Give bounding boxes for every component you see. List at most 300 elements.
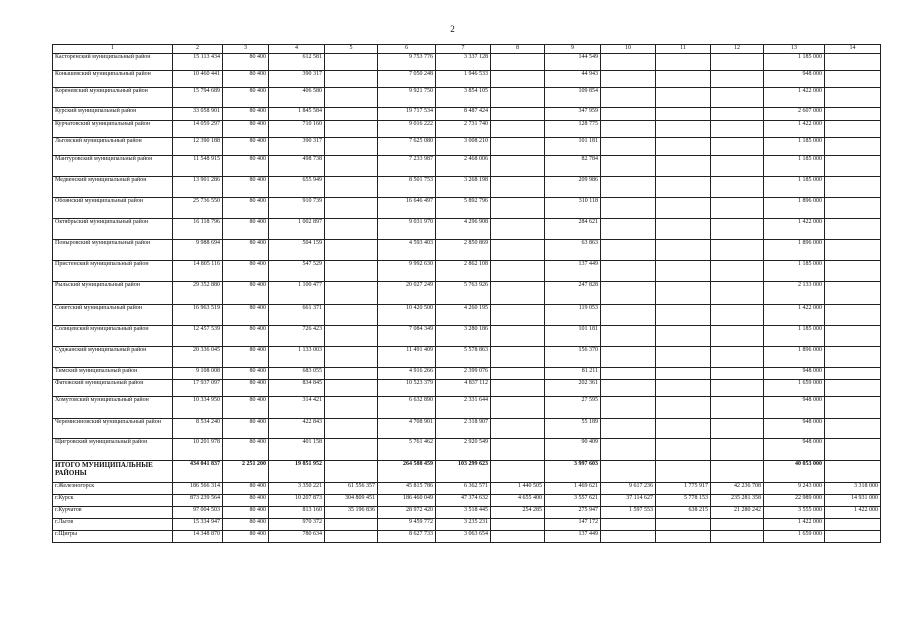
value-cell: 147 172: [545, 519, 601, 531]
value-cell: 80 400: [223, 531, 269, 543]
value-cell: [711, 282, 764, 305]
row-name-cell: Курчатовский муниципальный район: [53, 121, 173, 138]
table-row: [53, 261, 881, 282]
value-cell: 9 031 970: [378, 219, 436, 240]
value-cell: [825, 439, 881, 461]
column-header-14: 14: [825, 45, 881, 54]
value-cell: [825, 54, 881, 71]
value-cell: [711, 380, 764, 397]
value-cell: 2 318 907: [436, 419, 491, 439]
row-name-cell: г.Курск: [53, 495, 173, 507]
table-row: [53, 121, 881, 138]
value-cell: 82 784: [545, 156, 601, 177]
value-cell: 15 113 434: [173, 54, 223, 71]
value-cell: 1 896 000: [764, 240, 825, 261]
table-row: [53, 219, 881, 240]
value-cell: 8 534 240: [173, 419, 223, 439]
value-cell: [325, 305, 378, 326]
value-cell: 9 921 750: [378, 88, 436, 108]
value-cell: [325, 326, 378, 347]
value-cell: 9 753 776: [378, 54, 436, 71]
value-cell: 80 400: [223, 380, 269, 397]
table-row: [53, 198, 881, 219]
value-cell: 80 400: [223, 121, 269, 138]
value-cell: [656, 305, 711, 326]
value-cell: 19 717 534: [378, 108, 436, 121]
value-cell: [656, 177, 711, 198]
value-cell: [601, 177, 656, 198]
value-cell: [656, 121, 711, 138]
value-cell: 5 578 863: [436, 347, 491, 368]
total-row: [53, 461, 881, 483]
value-cell: 80 400: [223, 397, 269, 419]
value-cell: [825, 108, 881, 121]
value-cell: [601, 380, 656, 397]
value-cell: 97 004 503: [173, 507, 223, 519]
value-cell: 9 617 236: [601, 483, 656, 495]
value-cell: 20 336 045: [173, 347, 223, 368]
column-header-8: 8: [491, 45, 545, 54]
value-cell: [325, 380, 378, 397]
value-cell: [601, 439, 656, 461]
value-cell: [491, 347, 545, 368]
table-row: [53, 88, 881, 108]
value-cell: 6 632 890: [378, 397, 436, 419]
value-cell: 209 986: [545, 177, 601, 198]
value-cell: [825, 71, 881, 88]
value-cell: 2 920 549: [436, 439, 491, 461]
table-row: [53, 439, 881, 461]
value-cell: [491, 397, 545, 419]
value-cell: 422 843: [269, 419, 325, 439]
table-row: [53, 495, 881, 507]
value-cell: 434 041 837: [173, 461, 223, 483]
value-cell: [825, 198, 881, 219]
value-cell: [601, 108, 656, 121]
value-cell: [711, 138, 764, 156]
value-cell: 12 390 188: [173, 138, 223, 156]
value-cell: 10 201 978: [173, 439, 223, 461]
value-cell: 3 268 198: [436, 177, 491, 198]
value-cell: 4 593 403: [378, 240, 436, 261]
value-cell: 186 566 314: [173, 483, 223, 495]
value-cell: 16 963 519: [173, 305, 223, 326]
value-cell: 948 000: [764, 397, 825, 419]
value-cell: 390 317: [269, 71, 325, 88]
value-cell: 5 892 796: [436, 198, 491, 219]
value-cell: 47 374 632: [436, 495, 491, 507]
value-cell: 20 027 249: [378, 282, 436, 305]
table-row: [53, 326, 881, 347]
column-header-9: 9: [545, 45, 601, 54]
value-cell: [711, 198, 764, 219]
value-cell: 21 280 242: [711, 507, 764, 519]
value-cell: 10 523 379: [378, 380, 436, 397]
value-cell: [601, 519, 656, 531]
value-cell: 9 988 694: [173, 240, 223, 261]
value-cell: [491, 138, 545, 156]
value-cell: 948 000: [764, 368, 825, 380]
value-cell: 310 118: [545, 198, 601, 219]
value-cell: 710 160: [269, 121, 325, 138]
value-cell: [601, 305, 656, 326]
value-cell: [711, 156, 764, 177]
value-cell: [601, 240, 656, 261]
value-cell: [325, 54, 378, 71]
value-cell: 156 370: [545, 347, 601, 368]
value-cell: 45 815 786: [378, 483, 436, 495]
value-cell: 4 296 908: [436, 219, 491, 240]
value-cell: 1 002 897: [269, 219, 325, 240]
column-header-5: 5: [325, 45, 378, 54]
value-cell: 80 400: [223, 483, 269, 495]
table-row: [53, 54, 881, 71]
value-cell: 2 133 000: [764, 282, 825, 305]
value-cell: [711, 519, 764, 531]
value-cell: [711, 461, 764, 483]
column-header-6: 6: [378, 45, 436, 54]
value-cell: 25 736 550: [173, 198, 223, 219]
value-cell: 1 422 000: [764, 519, 825, 531]
value-cell: 1 100 477: [269, 282, 325, 305]
value-cell: 1 133 003: [269, 347, 325, 368]
row-name-cell: Конышевский муниципальный район: [53, 71, 173, 88]
value-cell: 1 896 000: [764, 198, 825, 219]
value-cell: [325, 282, 378, 305]
value-cell: [325, 419, 378, 439]
value-cell: 80 400: [223, 156, 269, 177]
value-cell: [601, 71, 656, 88]
value-cell: [825, 419, 881, 439]
value-cell: 101 181: [545, 326, 601, 347]
value-cell: 3 337 128: [436, 54, 491, 71]
value-cell: [491, 71, 545, 88]
value-cell: [491, 368, 545, 380]
value-cell: [825, 305, 881, 326]
value-cell: [491, 326, 545, 347]
value-cell: [491, 531, 545, 543]
value-cell: 80 400: [223, 88, 269, 108]
value-cell: 80 400: [223, 419, 269, 439]
value-cell: 2 331 644: [436, 397, 491, 419]
value-cell: 2 399 076: [436, 368, 491, 380]
value-cell: [711, 240, 764, 261]
value-cell: 80 400: [223, 219, 269, 240]
budget-table: [52, 44, 881, 543]
value-cell: [325, 108, 378, 121]
value-cell: 3 350 221: [269, 483, 325, 495]
value-cell: [491, 156, 545, 177]
value-cell: 655 949: [269, 177, 325, 198]
value-cell: [711, 261, 764, 282]
value-cell: 3 008 210: [436, 138, 491, 156]
value-cell: 2 862 108: [436, 261, 491, 282]
value-cell: 7 233 987: [378, 156, 436, 177]
value-cell: 5 761 462: [378, 439, 436, 461]
value-cell: [711, 531, 764, 543]
value-cell: 2 468 006: [436, 156, 491, 177]
value-cell: 109 854: [545, 88, 601, 108]
table-row: [53, 531, 881, 543]
row-name-cell: Фатежский муниципальный район: [53, 380, 173, 397]
value-cell: 4 655 400: [491, 495, 545, 507]
value-cell: 90 409: [545, 439, 601, 461]
value-cell: 80 400: [223, 326, 269, 347]
value-cell: [325, 261, 378, 282]
value-cell: [491, 219, 545, 240]
value-cell: [491, 177, 545, 198]
value-cell: 910 739: [269, 198, 325, 219]
value-cell: [825, 368, 881, 380]
table-row: [53, 71, 881, 88]
row-name-cell: Поныровский муниципальный район: [53, 240, 173, 261]
value-cell: [825, 121, 881, 138]
value-cell: [711, 71, 764, 88]
value-cell: 275 947: [545, 507, 601, 519]
value-cell: 612 581: [269, 54, 325, 71]
value-cell: [656, 519, 711, 531]
value-cell: [711, 219, 764, 240]
column-header-2: 2: [173, 45, 223, 54]
value-cell: 3 280 186: [436, 326, 491, 347]
value-cell: [825, 156, 881, 177]
value-cell: 2 251 200: [223, 461, 269, 483]
value-cell: [656, 282, 711, 305]
value-cell: [325, 156, 378, 177]
value-cell: 12 457 539: [173, 326, 223, 347]
value-cell: [325, 439, 378, 461]
value-cell: 55 189: [545, 419, 601, 439]
value-cell: [325, 347, 378, 368]
value-cell: 7 050 248: [378, 71, 436, 88]
value-cell: [325, 461, 378, 483]
value-cell: 81 211: [545, 368, 601, 380]
value-cell: [491, 282, 545, 305]
value-cell: [825, 88, 881, 108]
value-cell: 22 989 000: [764, 495, 825, 507]
value-cell: 504 159: [269, 240, 325, 261]
value-cell: 780 634: [269, 531, 325, 543]
row-name-cell: Курский муниципальный район: [53, 108, 173, 121]
value-cell: [601, 282, 656, 305]
value-cell: 3 235 231: [436, 519, 491, 531]
value-cell: 80 400: [223, 138, 269, 156]
value-cell: 3 557 621: [545, 495, 601, 507]
value-cell: 1 597 553: [601, 507, 656, 519]
value-cell: [601, 419, 656, 439]
column-header-11: 11: [656, 45, 711, 54]
value-cell: [656, 108, 711, 121]
value-cell: 33 058 901: [173, 108, 223, 121]
value-cell: 80 400: [223, 240, 269, 261]
value-cell: 1 422 000: [764, 121, 825, 138]
table-row: [53, 138, 881, 156]
value-cell: 80 400: [223, 519, 269, 531]
row-name-cell: г.Железногорск: [53, 483, 173, 495]
row-name-cell: г.Льгов: [53, 519, 173, 531]
table-body: [53, 54, 881, 543]
value-cell: 247 828: [545, 282, 601, 305]
value-cell: [825, 347, 881, 368]
row-name-cell: Касторенский муниципальный район: [53, 54, 173, 71]
value-cell: [491, 108, 545, 121]
value-cell: [711, 368, 764, 380]
value-cell: 28 972 420: [378, 507, 436, 519]
value-cell: [711, 108, 764, 121]
value-cell: 683 055: [269, 368, 325, 380]
value-cell: 80 400: [223, 71, 269, 88]
table-row: [53, 419, 881, 439]
value-cell: [656, 71, 711, 88]
value-cell: 37 114 627: [601, 495, 656, 507]
value-cell: 101 181: [545, 138, 601, 156]
value-cell: [601, 531, 656, 543]
column-header-3: 3: [223, 45, 269, 54]
value-cell: 14 931 000: [825, 495, 881, 507]
value-cell: 873 239 564: [173, 495, 223, 507]
value-cell: 9 459 772: [378, 519, 436, 531]
value-cell: 1 775 917: [656, 483, 711, 495]
value-cell: [656, 397, 711, 419]
value-cell: 3 997 603: [545, 461, 601, 483]
value-cell: 80 400: [223, 261, 269, 282]
value-cell: [825, 219, 881, 240]
value-cell: 103 299 623: [436, 461, 491, 483]
value-cell: [711, 419, 764, 439]
value-cell: [711, 121, 764, 138]
value-cell: [601, 198, 656, 219]
value-cell: 4 260 195: [436, 305, 491, 326]
value-cell: [601, 368, 656, 380]
value-cell: [325, 88, 378, 108]
value-cell: 1 185 000: [764, 54, 825, 71]
column-header-12: 12: [711, 45, 764, 54]
value-cell: [325, 71, 378, 88]
value-cell: 80 400: [223, 305, 269, 326]
value-cell: 498 738: [269, 156, 325, 177]
value-cell: 948 000: [764, 439, 825, 461]
value-cell: [601, 219, 656, 240]
value-cell: [601, 326, 656, 347]
value-cell: 406 580: [269, 88, 325, 108]
value-cell: [711, 347, 764, 368]
value-cell: [825, 519, 881, 531]
value-cell: [601, 261, 656, 282]
column-header-4: 4: [269, 45, 325, 54]
value-cell: 80 400: [223, 198, 269, 219]
row-name-cell: ИТОГО МУНИЦИПАЛЬНЫЕ РАЙОНЫ: [53, 461, 173, 483]
value-cell: [656, 531, 711, 543]
value-cell: 10 420 500: [378, 305, 436, 326]
value-cell: [325, 138, 378, 156]
value-cell: 8 487 424: [436, 108, 491, 121]
value-cell: [656, 198, 711, 219]
table-row: [53, 108, 881, 121]
table-row: [53, 483, 881, 495]
value-cell: [325, 121, 378, 138]
value-cell: [656, 261, 711, 282]
value-cell: 254 285: [491, 507, 545, 519]
value-cell: 1 946 533: [436, 71, 491, 88]
value-cell: 948 000: [764, 419, 825, 439]
value-cell: [491, 261, 545, 282]
value-cell: 137 449: [545, 261, 601, 282]
value-cell: 1 896 000: [764, 347, 825, 368]
value-cell: 1 659 000: [764, 380, 825, 397]
column-header-10: 10: [601, 45, 656, 54]
value-cell: [491, 380, 545, 397]
value-cell: 80 400: [223, 54, 269, 71]
column-header-7: 7: [436, 45, 491, 54]
value-cell: [491, 419, 545, 439]
value-cell: 80 400: [223, 177, 269, 198]
value-cell: 80 400: [223, 507, 269, 519]
column-header-13: 13: [764, 45, 825, 54]
value-cell: 27 595: [545, 397, 601, 419]
value-cell: [491, 198, 545, 219]
value-cell: [656, 380, 711, 397]
value-cell: [825, 461, 881, 483]
value-cell: 813 160: [269, 507, 325, 519]
value-cell: 314 421: [269, 397, 325, 419]
value-cell: [825, 326, 881, 347]
value-cell: [711, 439, 764, 461]
row-name-cell: Медвенский муниципальный район: [53, 177, 173, 198]
value-cell: 1 185 000: [764, 326, 825, 347]
value-cell: 1 469 621: [545, 483, 601, 495]
value-cell: 4 916 266: [378, 368, 436, 380]
value-cell: 7 084 349: [378, 326, 436, 347]
value-cell: [601, 156, 656, 177]
value-cell: [491, 305, 545, 326]
value-cell: [325, 198, 378, 219]
value-cell: 11 548 915: [173, 156, 223, 177]
value-cell: [711, 177, 764, 198]
value-cell: 119 053: [545, 305, 601, 326]
value-cell: 3 063 654: [436, 531, 491, 543]
value-cell: 9 016 222: [378, 121, 436, 138]
value-cell: [491, 121, 545, 138]
value-cell: 1 185 000: [764, 138, 825, 156]
value-cell: 61 556 357: [325, 483, 378, 495]
value-cell: [601, 138, 656, 156]
value-cell: 42 236 708: [711, 483, 764, 495]
table-row: [53, 347, 881, 368]
value-cell: 16 118 796: [173, 219, 223, 240]
value-cell: [656, 138, 711, 156]
row-name-cell: Тимский муниципальный район: [53, 368, 173, 380]
value-cell: [711, 326, 764, 347]
value-cell: 40 053 000: [764, 461, 825, 483]
value-cell: 1 422 000: [764, 219, 825, 240]
value-cell: [825, 380, 881, 397]
value-cell: 1 422 000: [764, 88, 825, 108]
value-cell: 9 243 000: [764, 483, 825, 495]
value-cell: 2 731 740: [436, 121, 491, 138]
value-cell: 13 901 286: [173, 177, 223, 198]
value-cell: [601, 347, 656, 368]
value-cell: 128 775: [545, 121, 601, 138]
value-cell: 1 185 000: [764, 261, 825, 282]
row-name-cell: Хомутовский муниципальный район: [53, 397, 173, 419]
value-cell: 144 549: [545, 54, 601, 71]
value-cell: 10 334 950: [173, 397, 223, 419]
value-cell: [656, 439, 711, 461]
value-cell: 1 185 000: [764, 156, 825, 177]
table-row: [53, 240, 881, 261]
value-cell: [711, 54, 764, 71]
value-cell: [325, 240, 378, 261]
